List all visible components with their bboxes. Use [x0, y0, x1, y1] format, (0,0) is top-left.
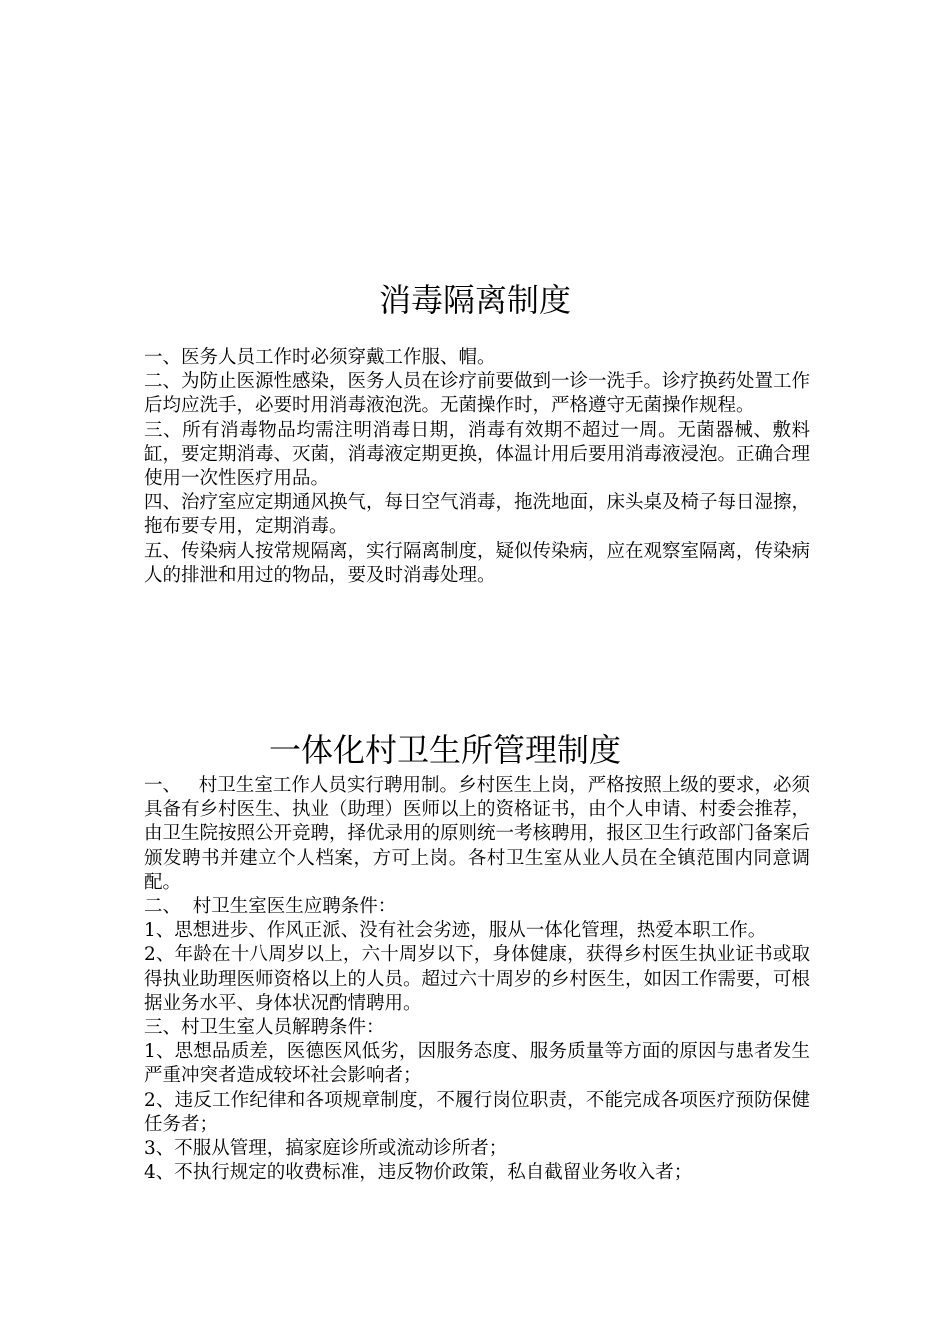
- rule-paragraph: 三、所有消毒物品均需注明消毒日期，消毒有效期不超过一周。无菌器械、敷料缸，要定期消毒、灭菌，消毒液定期更换，体温计用后要用消毒液浸泡。正确合理使用一次性医疗用品。: [144, 419, 811, 490]
- rule-paragraph: 1、思想进步、作风正派、没有社会劣迹，服从一体化管理，热爱本职工作。: [144, 920, 767, 942]
- rule-paragraph: 二、为防止医源性感染，医务人员在诊疗前要做到一诊一洗手。诊疗换药处置工作后均应洗手，必要时用消毒液泡洗。无菌操作时，严格遵守无菌操作规程。: [144, 371, 811, 417]
- rule-paragraph: 一、 村卫生室工作人员实行聘用制。乡村医生上岗，严格按照上级的要求，必须具备有乡村医生、执业（助理）医师以上的资格证书，由个人申请、村委会推荐，由卫生院按照公开竞聘，择优录用的原则统一考核聘用，报区卫生行政部门备案后颁发聘书并建立个人档案，方可上岗。各村卫生室从业人员在全镇范围内同意调配。: [144, 775, 811, 893]
- rule-paragraph: 五、传染病人按常规隔离，实行隔离制度，疑似传染病，应在观察室隔离，传染病人的排泄和用过的物品，要及时消毒处理。: [144, 540, 811, 586]
- clinic-management-rules-section: [144, 774, 810, 1185]
- rule-paragraph: 三、村卫生室人员解聘条件：: [144, 1017, 385, 1039]
- rule-paragraph: 一、医务人员工作时必须穿戴工作服、帽。: [144, 347, 496, 368]
- rule-paragraph: 3、不服从管理，搞家庭诊所或流动诊所者；: [144, 1138, 508, 1160]
- rule-paragraph: 2、年龄在十八周岁以上，六十周岁以下，身体健康，获得乡村医生执业证书或取得执业助理医师资格以上的人员。超过六十周岁的乡村医生，如因工作需要，可根据业务水平、身体状况酌情聘用。: [144, 944, 811, 1014]
- disinfection-rules-section: [144, 346, 810, 588]
- rule-paragraph: 四、治疗室应定期通风换气，每日空气消毒，拖洗地面，床头桌及椅子每日湿擦，拖布要专用，定期消毒。: [144, 492, 811, 538]
- rule-paragraph: 4、不执行规定的收费标准，违反物价政策，私自截留业务收入者；: [144, 1162, 693, 1184]
- section-title-disinfection: 消毒隔离制度: [378, 281, 571, 319]
- section-title-clinic-management: 一体化村卫生所管理制度: [268, 731, 621, 769]
- rule-paragraph: 二、 村卫生室医生应聘条件：: [144, 896, 397, 918]
- rule-paragraph: 2、违反工作纪律和各项规章制度，不履行岗位职责，不能完成各项医疗预防保健任务者；: [144, 1089, 810, 1135]
- rule-paragraph: 1、思想品质差，医德医风低劣，因服务态度、服务质量等方面的原因与患者发生严重冲突者造成较坏社会影响者；: [144, 1041, 810, 1087]
